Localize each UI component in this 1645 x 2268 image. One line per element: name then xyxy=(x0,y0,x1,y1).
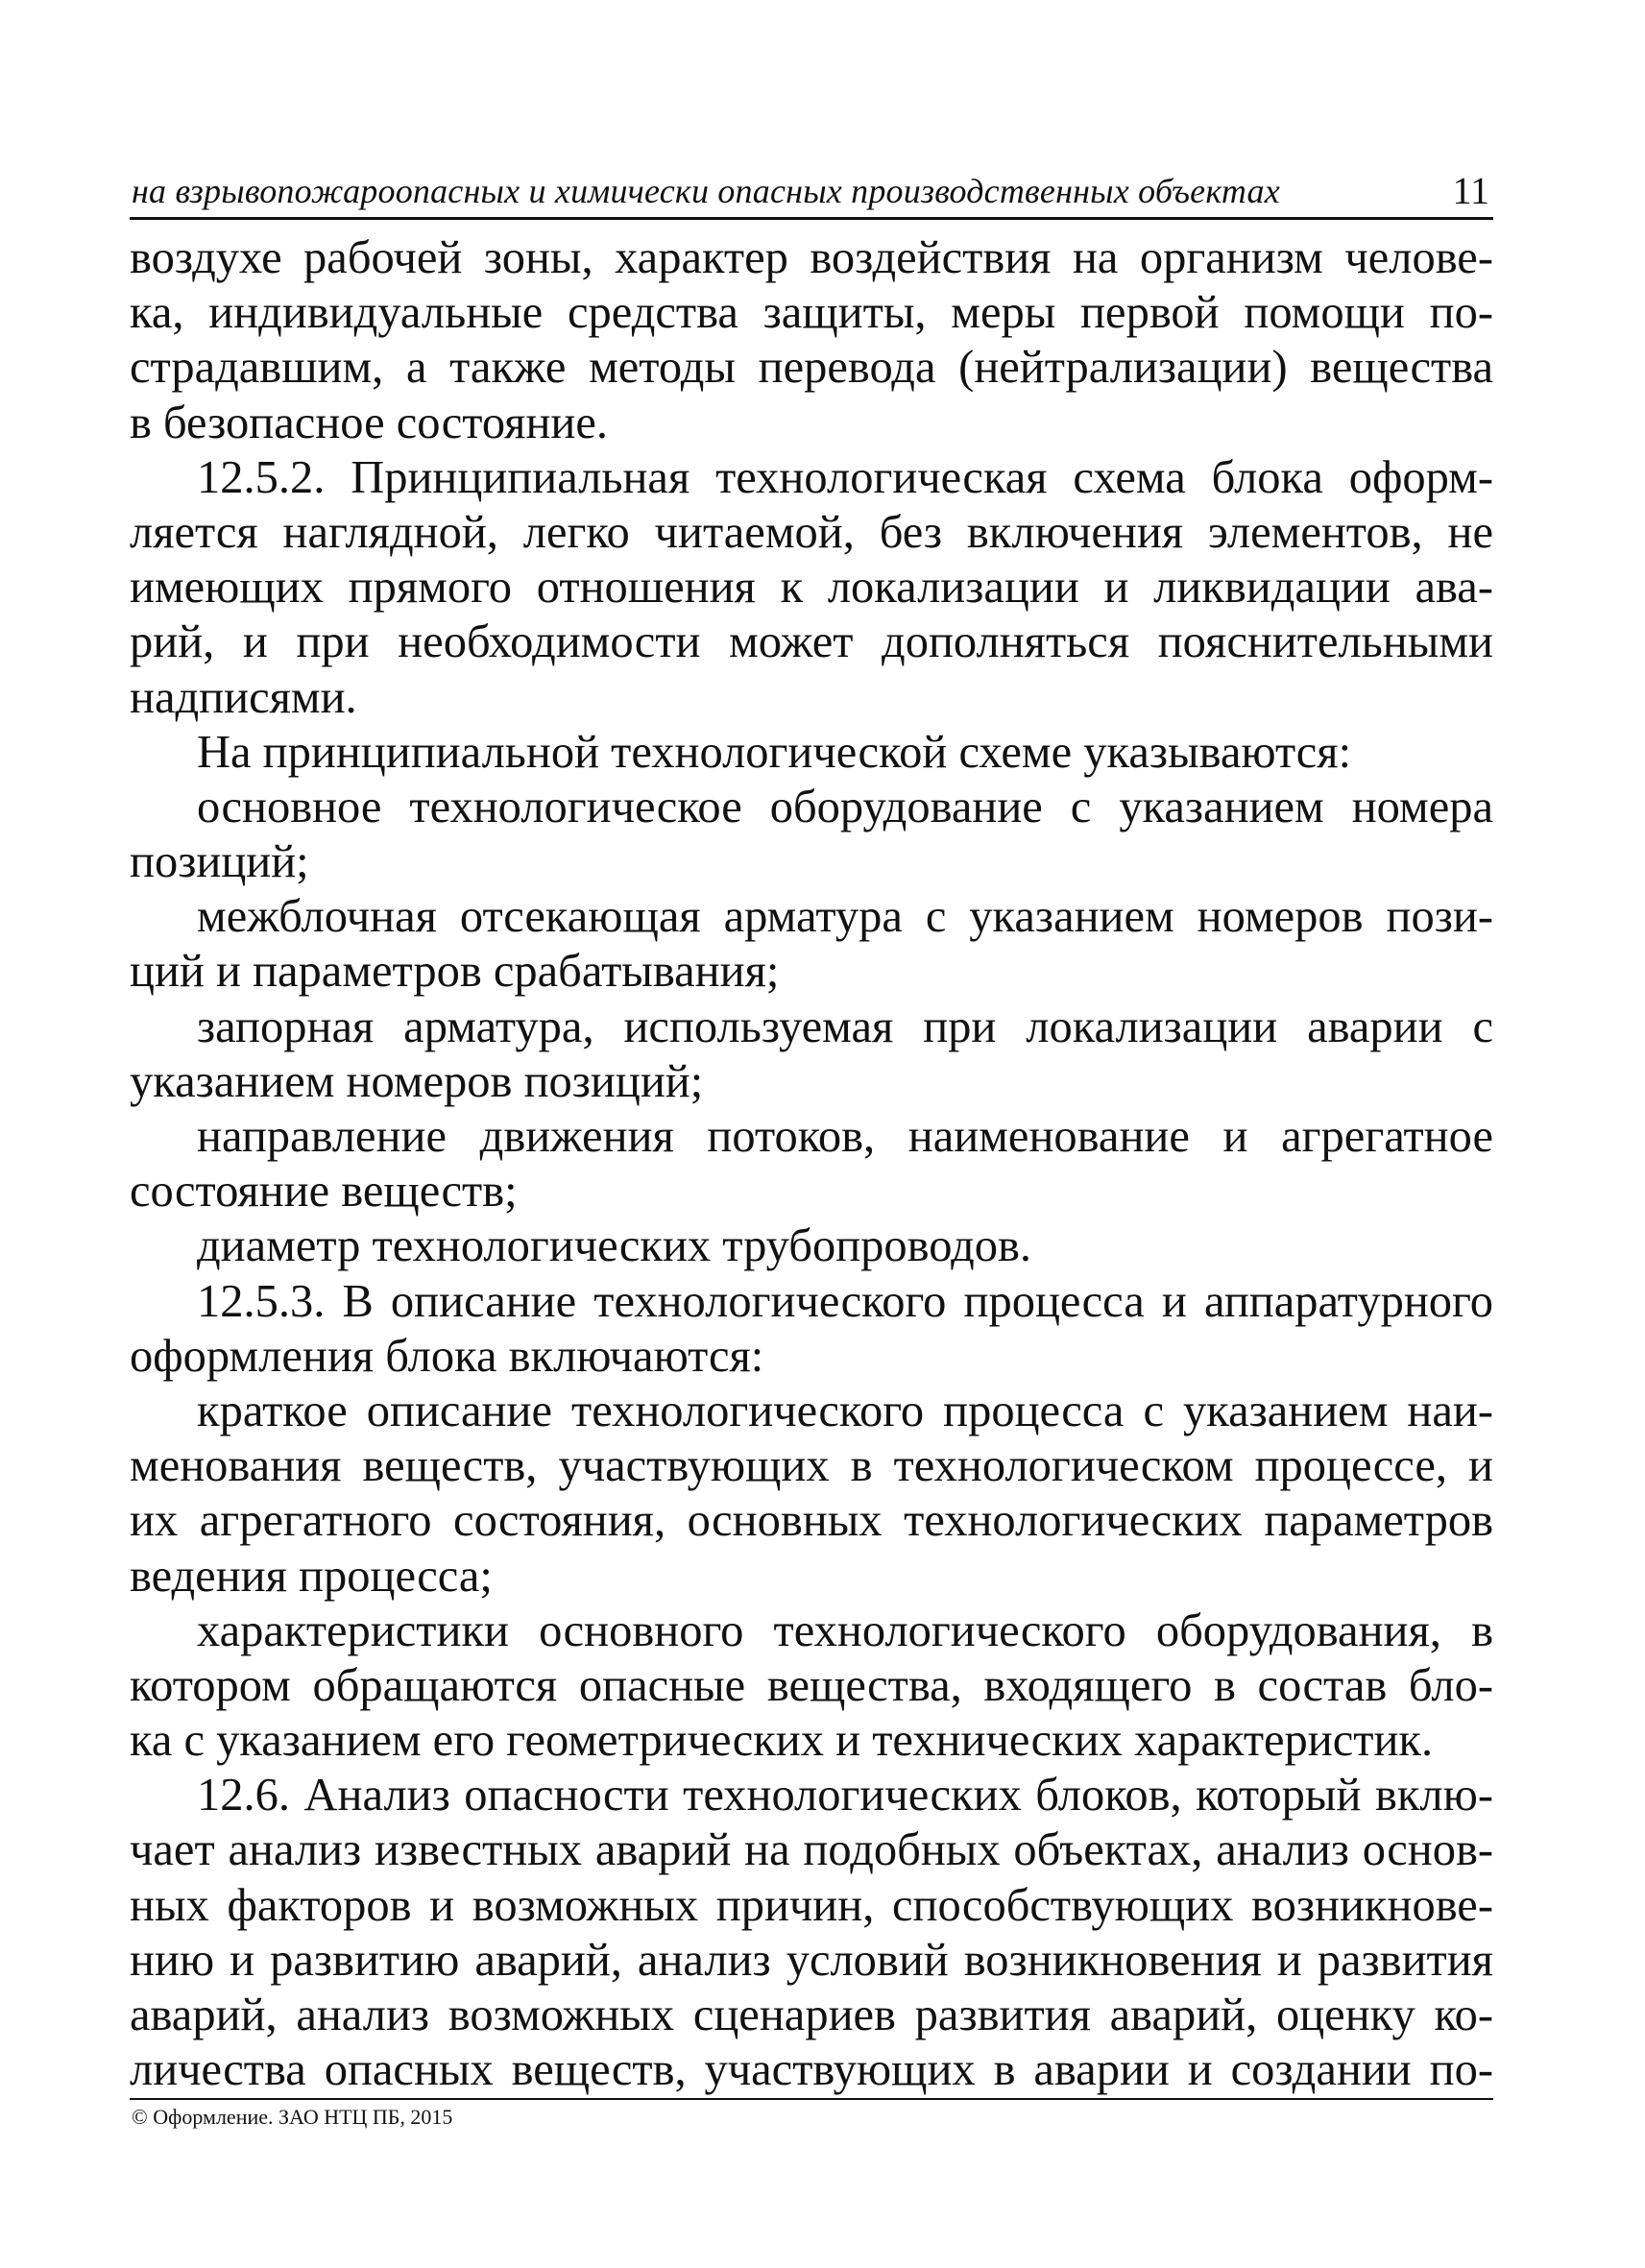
text-line: межблочная отсекающая арматура с указанием номеров пози- xyxy=(197,891,1493,943)
text-line: котором обращаются опасные вещества, входящего в состав бло- xyxy=(130,1659,1493,1711)
text-line: запорная арматура, используемая при локализации аварии с xyxy=(197,1001,1493,1052)
text-line: ных факторов и возможных причин, способствующих возникнове- xyxy=(130,1879,1493,1931)
text-line: 12.5.3. В описание технологического процесса и аппаратурного xyxy=(197,1275,1493,1327)
running-header xyxy=(130,163,1493,220)
text-line: 12.5.2. Принципиальная технологическая схема блока оформ- xyxy=(197,451,1493,503)
running-header-title: на взрывопожароопасных и химически опасных производственных объектах xyxy=(132,172,1280,210)
text-line: направление движения потоков, наименование и агрегатное xyxy=(197,1111,1493,1162)
text-line: оформления блока включаются: xyxy=(130,1330,764,1382)
text-line: имеющих прямого отношения к локализации и ликвидации ава- xyxy=(130,562,1493,614)
text-line: надписями. xyxy=(130,671,357,723)
text-line: чает анализ известных аварий на подобных объектах, анализ основ- xyxy=(130,1824,1493,1876)
text-line: ведения процесса; xyxy=(130,1550,493,1602)
text-line: 12.6. Анализ опасности технологических блоков, который вклю- xyxy=(197,1770,1493,1822)
text-line: аварий, анализ возможных сценариев развития аварий, оценку ко- xyxy=(130,1990,1493,2040)
text-line: нию и развитию аварий, анализ условий возникновения и развития xyxy=(130,1934,1493,1986)
text-line: На принципиальной технологической схеме указываются: xyxy=(197,726,1352,778)
text-line: состояние веществ; xyxy=(130,1166,518,1218)
text-line: ка, индивидуальные средства защиты, меры первой помощи по- xyxy=(130,287,1493,339)
text-line: личества опасных веществ, участвующих в аварии и создании по- xyxy=(130,2044,1493,2096)
text-line: менования веществ, участвующих в технологическом процессе, и xyxy=(130,1440,1493,1492)
text-line: воздухе рабочей зоны, характер воздействия на организм челове- xyxy=(130,232,1493,283)
text-line: указанием номеров позиций; xyxy=(130,1055,704,1107)
body-text xyxy=(130,230,1493,2097)
page-number: 11 xyxy=(1452,169,1489,212)
footer-rule xyxy=(130,2098,1493,2100)
copyright-footer: © Оформление. ЗАО НТЦ ПБ, 2015 xyxy=(132,2105,453,2129)
text-line: в безопасное состояние. xyxy=(130,397,609,448)
text-line: их агрегатного состояния, основных технологических параметров xyxy=(130,1495,1493,1547)
text-line: рий, и при необходимости может дополняться пояснительными xyxy=(130,616,1493,668)
text-line: краткое описание технологического процесса с указанием наи- xyxy=(197,1385,1493,1436)
text-line: ляется наглядной, легко читаемой, без включения элементов, не xyxy=(130,506,1493,558)
text-line: позиций; xyxy=(130,836,309,888)
text-line: ка с указанием его геометрических и технических характеристик. xyxy=(130,1715,1434,1767)
text-line: основное технологическое оборудование с указанием номера xyxy=(197,781,1493,832)
text-line: ций и параметров срабатывания; xyxy=(130,946,780,998)
text-line: характеристики основного технологического оборудования, в xyxy=(197,1604,1493,1656)
text-line: диаметр технологических трубопроводов. xyxy=(197,1220,1032,1272)
text-line: страдавшим, а также методы перевода (нейтрализации) вещества xyxy=(130,342,1493,394)
